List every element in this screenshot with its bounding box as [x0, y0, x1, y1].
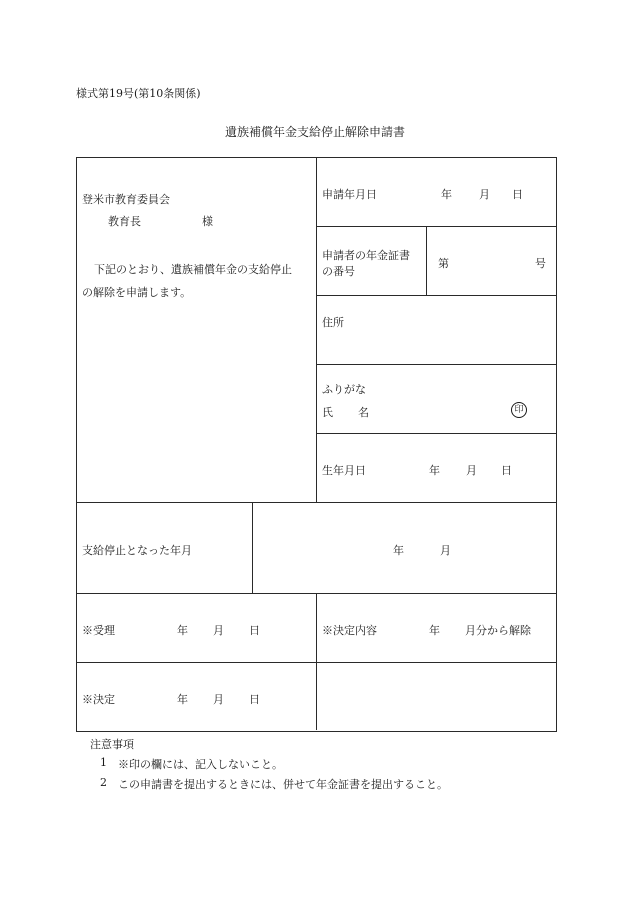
suspension-year[interactable]: 年: [393, 544, 404, 557]
notes-heading: 注意事項: [90, 738, 134, 751]
birth-date-month[interactable]: 月: [466, 464, 477, 477]
application-date-label: 申請年月日: [322, 188, 377, 201]
birth-date-label: 生年月日: [322, 464, 366, 477]
suspension-month[interactable]: 月: [440, 544, 451, 557]
received-month[interactable]: 月: [213, 624, 224, 637]
superintendent-label: 教育長: [108, 215, 141, 228]
note-number: 1: [100, 756, 107, 769]
divider: [252, 502, 253, 593]
cert-number-prefix[interactable]: 第: [438, 257, 449, 270]
name-label-second: 名: [358, 406, 369, 419]
divider: [76, 593, 556, 594]
received-year[interactable]: 年: [177, 624, 188, 637]
note-text: ※印の欄には、記入しないこと。: [118, 758, 283, 771]
decision-content-year[interactable]: 年: [429, 624, 440, 637]
request-text-line2: の解除を申請します。: [82, 286, 192, 299]
cert-number-suffix[interactable]: 号: [535, 257, 546, 270]
divider: [316, 295, 556, 296]
application-date-day[interactable]: 日: [512, 188, 523, 201]
decided-month[interactable]: 月: [213, 693, 224, 706]
divider: [426, 226, 427, 295]
application-date-year[interactable]: 年: [441, 188, 452, 201]
address-label: 住所: [322, 316, 344, 329]
divider: [316, 226, 556, 227]
decision-content-release[interactable]: 月分から解除: [465, 624, 531, 637]
decided-day[interactable]: 日: [249, 693, 260, 706]
birth-date-year[interactable]: 年: [429, 464, 440, 477]
seal-icon: 印: [511, 402, 527, 418]
form-number: 様式第19号(第10条関係): [76, 87, 201, 100]
divider: [76, 502, 556, 503]
decided-label: ※決定: [82, 693, 115, 706]
suspension-label: 支給停止となった年月: [82, 544, 192, 557]
divider: [76, 662, 556, 663]
furigana-label: ふりがな: [322, 383, 366, 396]
application-date-month[interactable]: 月: [479, 188, 490, 201]
request-text-line1: 下記のとおり、遺族補償年金の支給停止: [94, 263, 292, 276]
cert-number-label-line1: 申請者の年金証書: [322, 249, 410, 262]
decided-year[interactable]: 年: [177, 693, 188, 706]
cert-number-label-line2: の番号: [322, 265, 355, 278]
divider: [316, 364, 556, 365]
divider: [316, 433, 556, 434]
decision-content-label: ※決定内容: [322, 624, 377, 637]
note-number: 2: [100, 776, 107, 789]
received-label: ※受理: [82, 624, 115, 637]
page-title: 遺族補償年金支給停止解除申請書: [224, 125, 405, 139]
note-text: この申請書を提出するときには、併せて年金証書を提出すること。: [118, 778, 448, 791]
birth-date-day[interactable]: 日: [501, 464, 512, 477]
addressee: 登米市教育委員会: [82, 193, 170, 206]
name-label-first: 氏: [322, 406, 333, 419]
received-day[interactable]: 日: [249, 624, 260, 637]
honorific: 様: [202, 215, 213, 228]
divider: [316, 157, 317, 502]
